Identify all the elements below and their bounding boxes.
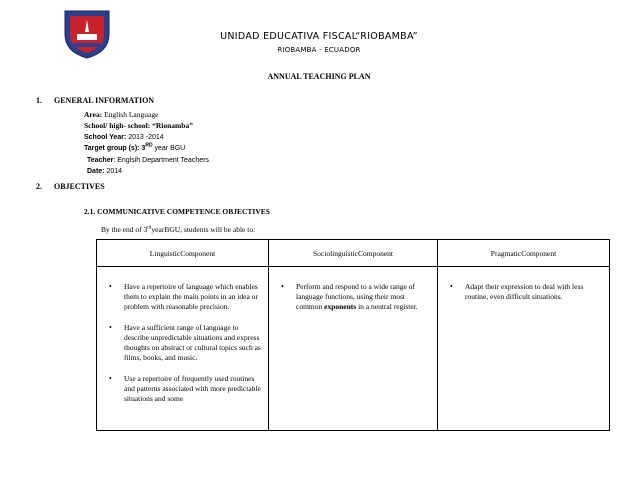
bullet-icon: • xyxy=(109,323,112,332)
info-school-year: School Year: 2013 -2014 xyxy=(84,133,164,141)
info-target-group: Target group (s): 3RD year BGU xyxy=(84,142,186,153)
info-date: Date: 2014 xyxy=(87,168,123,176)
section-1-number: 1. xyxy=(36,96,42,105)
list-item: • Have a sufficient range of language to describe unpredictable situations and express thoughts on abstract or cultural topics such as films, books, and music. xyxy=(109,323,261,362)
section-2-title: OBJECTIVES xyxy=(54,182,105,191)
objectives-intro: By the end of 3rdyearBGU, students will be able to: xyxy=(101,225,256,234)
info-teacher: Teacher: Englsih Department Teachers xyxy=(87,156,209,164)
list-item: • Adapt their expression to deal with less routine, even difficult situations. xyxy=(450,282,584,301)
info-school: School/ high- school: “Rionamba” xyxy=(84,121,193,131)
school-name: UNIDAD EDUCATIVA FISCAL“RIOBAMBA” xyxy=(220,31,418,42)
list-item: • Perform and respond to a wide range of language functions, using their most common exponents in a neutral register. xyxy=(281,282,418,311)
cell-linguistic xyxy=(97,267,269,431)
section-2-number: 2. xyxy=(36,182,42,191)
section-1-title: GENERAL INFORMATION xyxy=(54,96,155,105)
general-info-block xyxy=(84,109,209,177)
header-sociolinguistic: SociolinguisticComponent xyxy=(269,240,438,267)
list-item: • Use a repertoire of frequently used routines and patterns associated with more predictable situations and some xyxy=(109,374,261,403)
list-item: • Have a repertoire of language which enables them to explain the main points in an idea or problem with reasonable precision. xyxy=(109,282,258,311)
cell-pragmatic xyxy=(438,267,610,431)
table-row xyxy=(97,267,610,431)
bullet-icon: • xyxy=(281,282,284,291)
header-pragmatic: PragmaticComponent xyxy=(438,240,610,267)
bullet-icon: • xyxy=(109,282,112,291)
subsection-title: 2.1. COMMUNICATIVE COMPETENCE OBJECTIVES xyxy=(84,207,270,216)
objectives-table xyxy=(96,239,610,431)
info-area: Area: English Language xyxy=(84,110,159,119)
table-header-row xyxy=(97,240,610,267)
bullet-icon: • xyxy=(450,282,453,291)
plan-title: ANNUAL TEACHING PLAN xyxy=(267,72,371,81)
bullet-icon: • xyxy=(109,374,112,383)
header-linguistic: LinguisticComponent xyxy=(97,240,269,267)
school-location: RIOBAMBA - ECUADOR xyxy=(277,46,361,54)
cell-sociolinguistic xyxy=(269,267,438,431)
